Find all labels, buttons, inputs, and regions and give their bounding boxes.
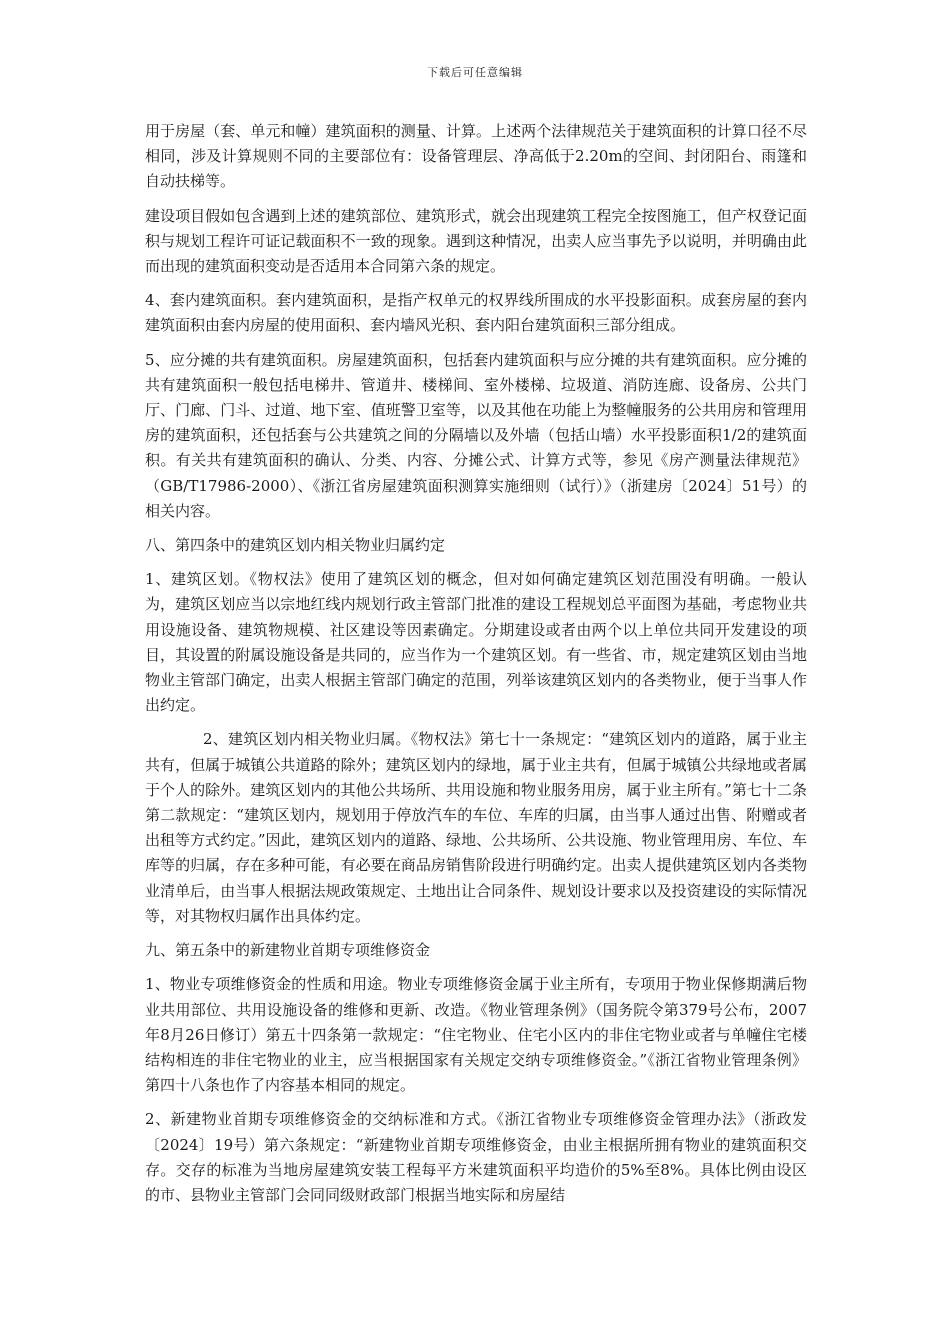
paragraph-area-calculation: 用于房屋（套、单元和幢）建筑面积的测量、计算。上述两个法律规范关于建筑面积的计算口径不尽相同，涉及计算规则不同的主要部位有：设备管理层、净高低于2.20m的空间、封闭阳台、雨篷和自动扶梯等。: [145, 122, 807, 191]
paragraph-building-zone: 1、建筑区划。《物权法》使用了建筑区划的概念，但对如何确定建筑区划范围没有明确。一般认为，建筑区划应当以宗地红线内规划行政主管部门批准的建设工程规划总平面图为基础，考虑物业共用设施设备、建筑物规模、社区建设等因素确定。分期建设或者由两个以上单位共同开发建设的项目，其设置的附属设施设备是共同的，应当作为一个建筑区划。有一些省、市，规定建筑区划由当地物业主管部门确定，出卖人根据主管部门确定的范围，列举该建筑区划内的各类物业，便于当事人作出约定。: [145, 570, 807, 715]
paragraph-property-ownership: 2、建筑区划内相关物业归属。《物权法》第七十一条规定：“建筑区划内的道路，属于业主共有，但属于城镇公共道路的除外；建筑区划内的绿地，属于业主共有，但属于城镇公共绿地或者属于个人的除外。建筑区划内的其他公共场所、共用设施和物业服务用房，属于业主所有。”第七十二条第二款规定：“建筑区划内，规划用于停放汽车的车位、车库的归属，由当事人通过出售、附赠或者出租等方式约定。”因此，建筑区划内的道路、绿地、公共场所、公共设施、物业管理用房、车位、车库等的归属，存在多种可能，有必要在商品房销售阶段进行明确约定。出卖人提供建筑区划内各类物业清单后，由当事人根据法规政策规定、土地出让合同条件、规划设计要求以及投资建设的实际情况等，对其物权归属作出具体约定。: [145, 730, 807, 925]
paragraph-inner-area: 4、套内建筑面积。套内建筑面积，是指产权单元的权界线所围成的水平投影面积。成套房屋的套内建筑面积由套内房屋的使用面积、套内墙风光积、套内阳台建筑面积三部分组成。: [145, 291, 807, 335]
section-heading-9: 九、第五条中的新建物业首期专项维修资金: [145, 941, 431, 960]
paragraph-maintenance-fund-nature: 1、物业专项维修资金的性质和用途。物业专项维修资金属于业主所有，专项用于物业保修期满后物业共用部位、共用设施设备的维修和更新、改造。《物业管理条例》（国务院令第379号公布，2007年8月26日修订）第五十四条第一款规定：“住宅物业、住宅小区内的非住宅物业或者与单幢住宅楼结构相连的非住宅物业的业主，应当根据国家有关规定交纳专项维修资金。”《浙江省物业管理条例》第四十八条也作了内容基本相同的规定。: [145, 975, 807, 1095]
page-header-note: 下载后可任意编辑: [427, 66, 523, 79]
section-heading-8: 八、第四条中的建筑区划内相关物业归属约定: [145, 536, 446, 555]
paragraph-shared-area: 5、应分摊的共有建筑面积。房屋建筑面积，包括套内建筑面积与应分摊的共有建筑面积。应分摊的共有建筑面积一般包括电梯井、管道井、楼梯间、室外楼梯、垃圾道、消防连廊、设备房、公共门厅、门廊、门斗、过道、地下室、值班警卫室等，以及其他在功能上为整幢服务的公共用房和管理用房的建筑面积，还包括套与公共建筑之间的分隔墙以及外墙（包括山墙）水平投影面积1/2的建筑面积。有关共有建筑面积的确认、分类、内容、分摊公式、计算方式等，参见《房产测量法律规范》（GB/T17986-2000）、《浙江省房屋建筑面积测算实施细则（试行）》（浙建房〔2024〕51号）的相关内容。: [145, 350, 807, 520]
paragraph-area-discrepancy: 建设项目假如包含遇到上述的建筑部位、建筑形式，就会出现建筑工程完全按图施工，但产权登记面积与规划工程许可证记载面积不一致的现象。遇到这种情况，出卖人应当事先予以说明，并明确由此而出现的建筑面积变动是否适用本合同第六条的规定。: [145, 206, 807, 276]
paragraph-maintenance-fund-standard: 2、新建物业首期专项维修资金的交纳标准和方式。《浙江省物业专项维修资金管理办法》（浙政发〔2024〕19号）第六条规定：“新建物业首期专项维修资金，由业主根据所拥有物业的建筑面积交存。交存的标准为当地房屋建筑安装工程每平方米建筑面积平均造价的5%至8%。具体比例由设区的市、县物业主管部门会同同级财政部门根据当地实际和房屋结: [145, 1110, 807, 1204]
document-body: [145, 119, 807, 1217]
